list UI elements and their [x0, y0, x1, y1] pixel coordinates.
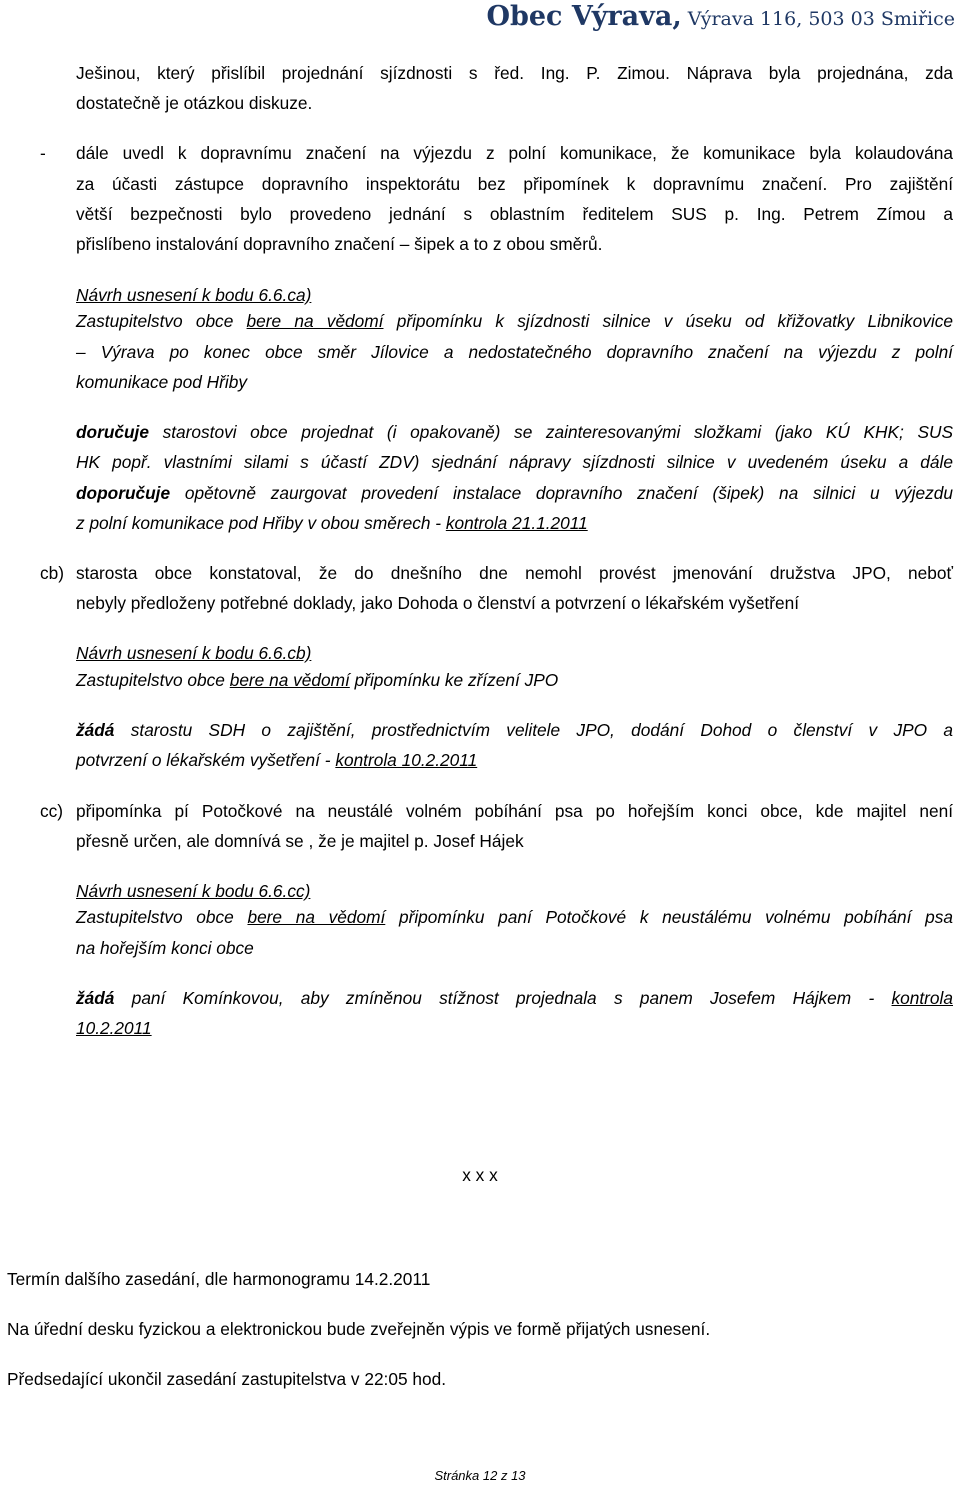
deadline-cc-label: kontrola — [891, 988, 953, 1008]
item-cc-line-2: přesně určen, ale domnívá se , že je majitel p. Josef Hájek — [76, 831, 524, 851]
deadline-ca: kontrola 21.1.2011 — [445, 513, 588, 533]
dash-item-line-4: přislíbeno instalování dopravního značení – šipek a to z obou směrů. — [76, 234, 603, 254]
paragraph-continuation-line-2: dostatečně je otázkou diskuze. — [76, 93, 313, 113]
closing-end-time: Předsedající ukončil zasedání zastupitelstva v 22:05 hod. — [7, 1369, 447, 1389]
closing-next-meeting: Termín dalšího zasedání, dle harmonogramu 14.2.2011 — [7, 1269, 431, 1289]
dash-item-line-2: za účasti zástupce dopravního inspektorátu bez připomínek k dopravnímu značení. Pro zajištění — [76, 174, 953, 194]
bere-na-vedomi-cb: bere na vědomí — [229, 670, 350, 690]
deadline-cc-date: 10.2.2011 — [76, 1018, 152, 1038]
resolution-cb-line-3: potvrzení o lékařském vyšetření - kontrola 10.2.2011 — [76, 750, 478, 770]
resolution-ca-line-2: – Výrava po konec obce směr Jílovice a nedostatečného dopravního značení na výjezdu z polní — [76, 342, 953, 362]
page-number: Stránka 12 z 13 — [434, 1468, 526, 1483]
item-cc-label: cc) — [40, 801, 64, 821]
resolution-ca-line-1: Zastupitelstvo obce bere na vědomí připomínku k sjízdnosti silnice v úseku od křižovatky Libnikovice — [76, 311, 953, 331]
verb-zada-cb: žádá — [76, 720, 115, 740]
item-cb-line-1: starosta obce konstatoval, že do dnešního dne nemohl provést jmenování družstva JPO, neboť — [76, 563, 953, 583]
bere-na-vedomi-ca: bere na vědomí — [246, 311, 384, 331]
verb-dorucuje: doručuje — [76, 422, 149, 442]
resolution-ca-line-7: z polní komunikace pod Hřiby v obou směrech - kontrola 21.1.2011 — [76, 513, 588, 533]
header-address: Výrava 116, 503 03 Smiřice — [681, 8, 955, 30]
resolution-ca-title: Návrh usnesení k bodu 6.6.ca) — [76, 285, 312, 305]
deadline-cb: kontrola 10.2.2011 — [335, 750, 478, 770]
header-organization: Obec Výrava, — [486, 1, 682, 32]
page-header — [486, 0, 955, 40]
dash-item-line-3: větší bezpečnosti bylo provedeno jednání s oblastním ředitelem SUS p. Ing. Petrem Zímou a — [76, 204, 953, 224]
paragraph-continuation-line-1: Ješinou, který přislíbil projednání sjízdnosti s řed. Ing. P. Zimou. Náprava byla projednána, zda — [76, 63, 953, 83]
resolution-ca-line-6: doporučuje opětovně zaurgovat provedení instalace dopravního značení (šipek) na silnici u výjezdu — [76, 483, 953, 503]
resolution-ca-line-5: HK popř. vlastními silami s účastí ZDV) sjednání nápravy sjízdnosti silnice v uvedeném úseku a dále — [76, 452, 953, 472]
resolution-cb-line-2: žádá starostu SDH o zajištění, prostřednictvím velitele JPO, dodání Dohod o členství v JPO a — [76, 720, 953, 740]
resolution-cc-line-1: Zastupitelstvo obce bere na vědomí připomínku paní Potočkové k neustálému volnému pobíhání psa — [76, 907, 953, 927]
verb-doporucuje: doporučuje — [76, 483, 171, 503]
closing-publication: Na úřední desku fyzickou a elektronickou bude zveřejněn výpis ve formě přijatých usnesení. — [7, 1319, 711, 1339]
resolution-cb-title: Návrh usnesení k bodu 6.6.cb) — [76, 643, 312, 663]
item-cc-line-1: připomínka pí Potočkové na neustálé volném pobíhání psa po hořejším konci obce, kde majitel není — [76, 801, 953, 821]
section-separator: x x x — [462, 1165, 498, 1185]
verb-zada-cc: žádá — [76, 988, 115, 1008]
resolution-cc-line-2: na hořejším konci obce — [76, 938, 254, 958]
resolution-cc-title: Návrh usnesení k bodu 6.6.cc) — [76, 881, 311, 901]
bere-na-vedomi-cc: bere na vědomí — [247, 907, 386, 927]
item-cb-label: cb) — [40, 563, 65, 583]
resolution-ca-line-3: komunikace pod Hřiby — [76, 372, 247, 392]
dash-item-line-1: dále uvedl k dopravnímu značení na výjezdu z polní komunikace, že komunikace byla kolaudována — [76, 143, 953, 163]
resolution-cb-line-1: Zastupitelstvo obce bere na vědomí připomínku ke zřízení JPO — [76, 670, 559, 690]
resolution-ca-line-4: doručuje starostovi obce projednat (i opakovaně) se zainteresovanými složkami (jako KÚ KHK; SUS — [76, 422, 953, 442]
dash-bullet: - — [40, 143, 46, 163]
resolution-cc-line-3: žádá paní Komínkovou, aby zmíněnou stížnost projednala s panem Josefem Hájkem - kontrola — [76, 988, 953, 1008]
item-cb-line-2: nebyly předloženy potřebné doklady, jako Dohoda o členství a potvrzení o lékařském vyšetření — [76, 593, 800, 613]
